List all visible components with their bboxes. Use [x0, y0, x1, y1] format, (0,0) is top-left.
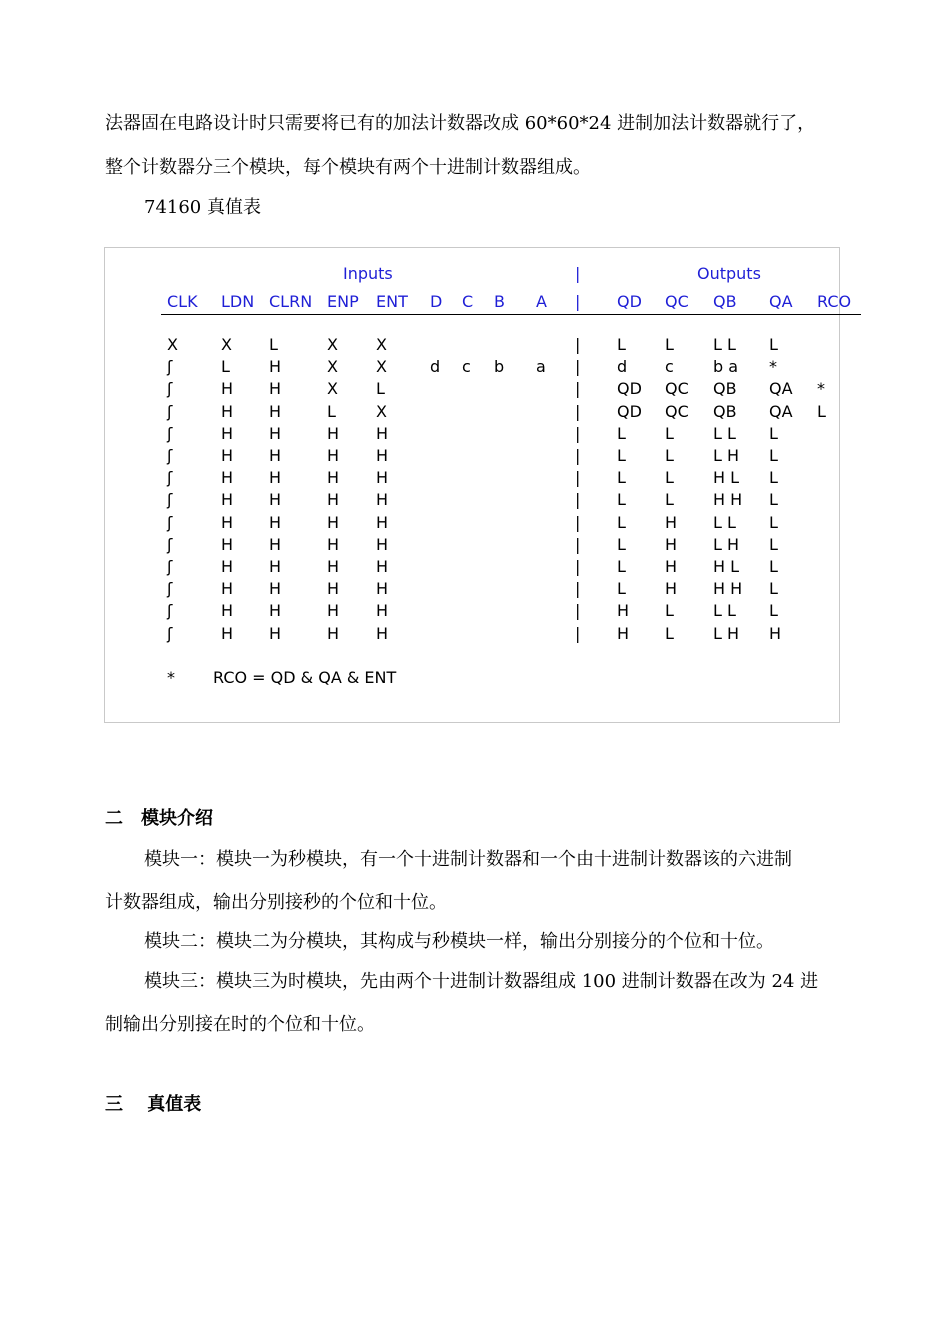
table-cell: X — [376, 335, 387, 354]
table-cell: H — [376, 468, 389, 488]
table-cell: ʃ — [167, 446, 173, 465]
table-cell: X — [376, 357, 387, 377]
table-cell: H — [327, 534, 340, 554]
table-cell: QD — [617, 379, 642, 399]
table-cell: H — [327, 468, 340, 488]
table-cell: H — [269, 623, 282, 643]
header-rule — [161, 314, 861, 315]
table-cell: | — [575, 423, 581, 443]
table-cell: L L — [713, 423, 736, 443]
table-cell: H — [665, 579, 678, 599]
table-cell: H — [769, 623, 782, 643]
table-cell: L — [769, 468, 778, 488]
table-cell: | — [575, 379, 581, 399]
table-cell: | — [575, 512, 581, 532]
table-cell: | — [575, 335, 581, 354]
table-cell: L — [617, 490, 626, 510]
table-cell: H — [269, 601, 282, 621]
table-cell: | — [575, 446, 581, 465]
table-cell: QA — [769, 401, 793, 421]
inputs-group-label: Inputs — [343, 264, 393, 283]
table-cell: L — [665, 335, 674, 354]
table-cell: L — [617, 512, 626, 532]
table-cell: L — [769, 557, 778, 576]
table-cell: * — [769, 357, 777, 377]
table-cell: | — [575, 601, 581, 621]
table-cell: ʃ — [167, 557, 173, 576]
table-cell: L — [665, 490, 674, 510]
table-cell: H — [269, 579, 282, 599]
table-cell: H — [376, 601, 389, 621]
table-cell: QD — [617, 401, 642, 421]
table-cell: H — [376, 512, 389, 532]
table-cell: L — [376, 379, 385, 399]
footnote: RCO = QD & QA & ENT — [213, 668, 397, 687]
header-b: B — [494, 292, 505, 311]
table-cell: L L — [713, 335, 736, 354]
table-cell: L — [617, 557, 626, 576]
header-qc: QC — [665, 292, 689, 311]
table-cell: H — [327, 579, 340, 599]
table-cell: L H — [713, 623, 740, 643]
table-cell: L — [665, 623, 674, 643]
table-cell: L L — [713, 512, 736, 532]
table-cell: L — [769, 423, 778, 443]
table-cell: c — [665, 357, 674, 377]
table-cell: | — [575, 557, 581, 576]
table-cell: H — [269, 490, 282, 510]
header-qa: QA — [769, 292, 793, 311]
outputs-group-label: Outputs — [697, 264, 761, 283]
table-cell: H L — [713, 468, 740, 488]
table-cell: QB — [713, 379, 737, 399]
header-clrn: CLRN — [269, 292, 313, 311]
table-cell: d — [430, 357, 441, 377]
table-cell: H — [327, 490, 340, 510]
table-cell: X — [327, 357, 338, 377]
group-separator: | — [575, 264, 581, 283]
table-cell: | — [575, 357, 581, 377]
table-cell: H — [221, 623, 234, 643]
table-caption: 74160 真值表 — [144, 197, 261, 218]
header-rco: RCO — [817, 292, 852, 311]
table-cell: H — [221, 468, 234, 488]
table-cell: H — [617, 601, 630, 621]
section-3-heading: 三 真值表 — [105, 1094, 202, 1115]
header-qd: QD — [617, 292, 642, 311]
table-cell: L — [617, 423, 626, 443]
table-cell: L — [769, 512, 778, 532]
table-cell: H — [269, 557, 282, 576]
table-cell: L — [769, 446, 778, 465]
module-1-text-a: 模块一：模块一为秒模块，有一个十进制计数器和一个由十进制计数器该的六进制 — [144, 849, 792, 870]
header-ent: ENT — [376, 292, 408, 311]
table-cell: L — [769, 490, 778, 510]
table-cell: H — [376, 446, 389, 465]
table-cell: L H — [713, 446, 740, 465]
table-cell: L — [617, 468, 626, 488]
module-3-text-b: 制输出分别接在时的个位和十位。 — [105, 1014, 375, 1035]
table-cell: L L — [713, 601, 736, 621]
table-cell: H — [617, 623, 630, 643]
table-cell: | — [575, 490, 581, 510]
table-cell: L — [617, 446, 626, 465]
table-cell: H — [665, 512, 678, 532]
table-cell: QB — [713, 401, 737, 421]
table-cell: H — [221, 534, 234, 554]
header-a: A — [536, 292, 547, 311]
table-cell: L H — [713, 534, 740, 554]
table-cell: QA — [769, 379, 793, 399]
table-cell: H — [221, 446, 234, 465]
header-d: D — [430, 292, 443, 311]
table-cell: L — [617, 534, 626, 554]
table-cell: H — [376, 623, 389, 643]
table-cell: * — [817, 379, 825, 399]
table-cell: L — [769, 579, 778, 599]
table-cell: H — [221, 512, 234, 532]
table-cell: H — [327, 446, 340, 465]
table-cell: a — [536, 357, 546, 377]
paragraph-line-2: 整个计数器分三个模块，每个模块有两个十进制计数器组成。 — [105, 157, 591, 178]
table-cell: ʃ — [167, 401, 173, 421]
table-cell: d — [617, 357, 628, 377]
table-cell: L — [269, 335, 278, 354]
table-cell: H — [376, 557, 389, 576]
module-2-text: 模块二：模块二为分模块，其构成与秒模块一样，输出分别接分的个位和十位。 — [144, 931, 774, 952]
table-cell: H — [221, 601, 234, 621]
table-cell: L — [617, 579, 626, 599]
table-cell: L — [221, 357, 230, 377]
table-cell: H — [269, 512, 282, 532]
table-cell: H — [327, 423, 340, 443]
table-cell: QC — [665, 401, 689, 421]
table-cell: H H — [713, 579, 743, 599]
table-cell: H — [376, 534, 389, 554]
table-cell: H — [376, 423, 389, 443]
table-cell: H — [221, 490, 234, 510]
table-cell: | — [575, 401, 581, 421]
table-cell: H — [221, 579, 234, 599]
header-ldn: LDN — [221, 292, 255, 311]
section-2-heading: 二 模块介绍 — [105, 808, 213, 829]
table-cell: H — [376, 579, 389, 599]
table-cell: H — [221, 557, 234, 576]
header-sep: | — [575, 292, 581, 311]
table-cell: c — [462, 357, 471, 377]
table-cell: X — [327, 335, 338, 354]
table-cell: X — [167, 335, 178, 354]
header-clk: CLK — [167, 292, 198, 311]
table-cell: | — [575, 534, 581, 554]
table-cell: X — [327, 379, 338, 399]
table-cell: H — [665, 534, 678, 554]
table-cell: L — [617, 335, 626, 354]
table-cell: L — [665, 468, 674, 488]
table-cell: H — [221, 423, 234, 443]
table-cell: QC — [665, 379, 689, 399]
table-cell: H H — [713, 490, 743, 510]
table-cell: ʃ — [167, 534, 173, 554]
table-cell: L — [769, 534, 778, 554]
table-cell: H — [327, 557, 340, 576]
table-cell: | — [575, 468, 581, 488]
table-cell: X — [376, 401, 387, 421]
table-cell: ʃ — [167, 623, 173, 643]
table-cell: L — [665, 601, 674, 621]
module-1-text-b: 计数器组成，输出分别接秒的个位和十位。 — [105, 892, 447, 913]
truth-table-figure — [104, 247, 852, 723]
table-cell: ʃ — [167, 357, 173, 377]
table-cell: ʃ — [167, 512, 173, 532]
paragraph-line-1: 法器固在电路设计时只需要将已有的加法计数器改成 60*60*24 进制加法计数器就行了， — [105, 113, 816, 134]
table-cell: L — [665, 446, 674, 465]
table-cell: H L — [713, 557, 740, 576]
table-cell: H — [269, 379, 282, 399]
table-cell: H — [221, 401, 234, 421]
table-cell: H — [269, 534, 282, 554]
footnote-mark: * — [167, 668, 175, 687]
table-cell: L — [769, 335, 778, 354]
table-cell: H — [269, 423, 282, 443]
table-cell: ʃ — [167, 601, 173, 621]
table-cell: ʃ — [167, 423, 173, 443]
header-qb: QB — [713, 292, 737, 311]
table-cell: H — [269, 357, 282, 377]
table-cell: L — [817, 401, 826, 421]
table-cell: b — [494, 357, 505, 377]
header-c: C — [462, 292, 474, 311]
table-cell: L — [327, 401, 336, 421]
table-cell: ʃ — [167, 468, 173, 488]
table-cell: L — [665, 423, 674, 443]
table-cell: X — [221, 335, 232, 354]
table-cell: H — [269, 468, 282, 488]
table-cell: H — [376, 490, 389, 510]
table-cell: ʃ — [167, 379, 173, 399]
table-cell: H — [327, 512, 340, 532]
table-cell: H — [327, 601, 340, 621]
module-3-text-a: 模块三：模块三为时模块，先由两个十进制计数器组成 100 进制计数器在改为 24 进 — [144, 971, 819, 992]
table-cell: H — [665, 557, 678, 576]
table-cell: H — [269, 401, 282, 421]
table-cell: H — [269, 446, 282, 465]
table-cell: H — [221, 379, 234, 399]
table-cell: b a — [713, 357, 739, 377]
table-cell: H — [327, 623, 340, 643]
table-cell: ʃ — [167, 579, 173, 599]
table-cell: ʃ — [167, 490, 173, 510]
header-enp: ENP — [327, 292, 359, 311]
table-cell: L — [769, 601, 778, 621]
table-cell: | — [575, 623, 581, 643]
table-cell: | — [575, 579, 581, 599]
